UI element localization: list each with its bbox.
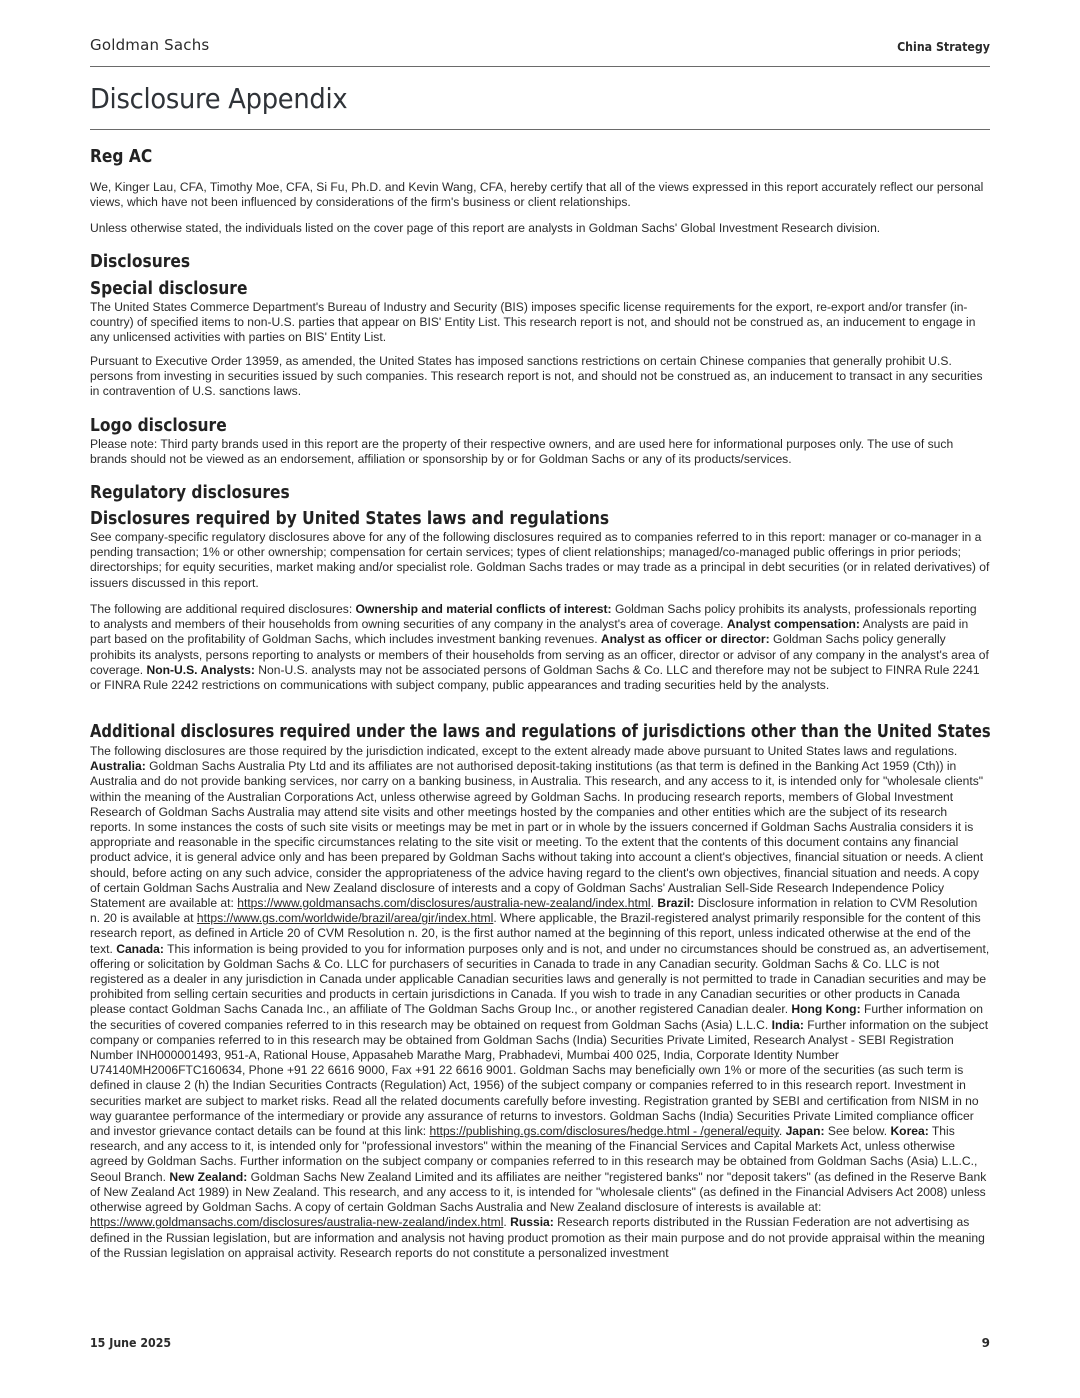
special-disclosure-bis: The United States Commerce Department's Bureau of Industry and Security (BIS) imposes specific license requirements for the export, re-export and/or transfer (in-country) of specified items to non-U.S. parties that appear on BIS' Entity List. This research report is not, and should not be construed as, an inducement to engage in any unlicensed activities with parties on BIS' Entity List.: [90, 300, 976, 345]
page-title: Disclosure Appendix: [90, 82, 348, 115]
us-disclosures-heading: Disclosures required by United States laws and regulations: [90, 508, 610, 529]
footer-page-number: 9: [981, 1336, 990, 1350]
special-disclosure-eo: Pursuant to Executive Order 13959, as amended, the United States has imposed sanctions restrictions on certain Chinese companies that generally prohibit U.S. persons from investing in securities issued by such companies. This research report is not, and should not be construed as, an inducement to transact in any securities in contravention of U.S. sanctions laws.: [90, 354, 983, 399]
special-disclosure-heading: Special disclosure: [90, 278, 248, 299]
page-header: [90, 36, 990, 60]
brazil-disclosure-link[interactable]: https://www.gs.com/worldwide/brazil/area/gir/index.html: [196, 911, 494, 926]
india-disclosure-link[interactable]: https://publishing.gs.com/disclosures/hedge.html - /general/equity: [429, 1124, 779, 1139]
header-divider: [90, 66, 990, 67]
reg-ac-heading: Reg AC: [90, 146, 153, 167]
reg-ac-certification: We, Kinger Lau, CFA, Timothy Moe, CFA, Si Fu, Ph.D. and Kevin Wang, CFA, hereby certify that all of the views expressed in this report accurately reflect our personal views, which have not been influenced by considerations of the firm's business or client relationships.: [90, 180, 984, 210]
other-jurisdictions-text: The following disclosures are those required by the jurisdiction indicated, except to the extent already made above pursuant to United States laws and regulations. Australia: Goldman Sachs Australia Pty Ltd and its affiliates are not authorised deposit-taking institutions (as that term is defined in the Banking Act 1959 (Cth)) in Australia and do not provide banking services, nor carry on a banking business, in Australia. This research, and any access to it, is intended only for "wholesale clients" within the meaning of the Australian Corporations Act, unless otherwise agreed by Goldman Sachs. In producing research reports, members of Global Investment Research of Goldman Sachs Australia may attend site visits and other meetings hosted by the companies and other entities which are the subject of its research reports. In some instances the costs of such site visits or meetings may be met in part or in whole by the issuers concerned if Goldman Sachs Australia considers it is appropriate and reasonable in the specific circumstances relating to the site visit or meeting. To the extent that the contents of this document contains any financial product advice, it is general advice only and has been prepared by Goldman Sachs without taking into account a client's objectives, financial situation or needs. A client should, before acting on any such advice, consider the appropriateness of the advice having regard to the client's own objectives, financial situation and needs. A copy of certain Goldman Sachs Australia and New Zealand disclosure of interests and a copy of Goldman Sachs' Australian Sell-Side Research Independence Policy Statement are available at: https://www.goldmansachs.com/disclosures/australia-new-zealand/index.html. Brazil: Disclosure information in relation to CVM Resolution n. 20 is available at https://www.gs.com/worldwide/brazil/area/gir/index.html. Where applicable, the Brazil-registered analyst primarily responsible for the content of this research report, as defined in Article 20 of CVM Resolution n. 20, is the first author named at the beginning of this report, unless indicated otherwise at the end of the text. Canada: This information is being provided to you for information purposes only and is not, and under no circumstances should be construed as, an advertisement, offering or solicitation by Goldman Sachs & Co. LLC for purchasers of securities in Canada to trade in any Canadian security. Goldman Sachs & Co. LLC is not registered as a dealer in any jurisdiction in Canada under applicable Canadian securities laws and generally is not permitted to trade in Canadian securities and may be prohibited from selling certain securities and products in certain jurisdictions in Canada. If you wish to trade in any Canadian securities or other products in Canada please contact Goldman Sachs Canada Inc., an affiliate of The Goldman Sachs Group Inc., or another registered Canadian dealer. Hong Kong: Further information on the securities of covered companies referred to in this research may be obtained on request from Goldman Sachs (Asia) L.L.C. India: Further information on the subject company or companies referred to in this research may be obtained from Goldman Sachs (India) Securities Private Limited, Research Analyst - SEBI Registration Number INH000001493, 951-A, Rational House, Appasaheb Marathe Marg, Prabhadevi, Mumbai 400 025, India, Corporate Identity Number U74140MH2006FTC160634, Phone +91 22 6616 9000, Fax +91 22 6616 9001. Goldman Sachs may beneficially own 1% or more of the securities (as such term is defined in clause 2 (h) the Indian Securities Contracts (Regulation) Act, 1956) of the subject company or companies referred to in this research report. Investment in securities market are subject to market risks. Read all the related documents carefully before investing. Registration granted by SEBI and certification from NISM in no way guarantee performance of the intermediary or provide any assurance of returns to investors. Goldman Sachs (India) Securities Private Limited compliance officer and investor grievance contact details can be found at this link: https://publishing.gs.com/disclosures/hedge.html - /general/equity. Japan: See below. Korea: This research, and any access to it, is intended only for "professional investors" within the meaning of the Financial Services and Capital Markets Act, unless otherwise agreed by Goldman Sachs. Further information on the subject company or companies referred to in this research may be obtained from Goldman Sachs (Asia) L.L.C., Seoul Branch. New Zealand: Goldman Sachs New Zealand Limited and its affiliates are neither "registered banks" nor "deposit takers" (as defined in the Reserve Bank of New Zealand Act 1989) in New Zealand. This research, and any access to it, is intended for "wholesale clients" (as defined in the Financial Advisers Act 2008) unless otherwise agreed by Goldman Sachs. A copy of certain Goldman Sachs Australia and New Zealand disclosure of interests is available at: https://www.goldmansachs.com/disclosures/australia-new-zealand/index.html. Russia: Research reports distributed in the Russian Federation are not advertising as defined in the Russian legislation, but are information and analysis not having product promotion as their main purpose and do not provide appraisal within the meaning of the Russian legislation on appraisal activity. Research reports do not constitute a personalized investment: [90, 744, 990, 1260]
new-zealand-disclosure-link[interactable]: https://www.goldmansachs.com/disclosures/australia-new-zealand/index.html: [90, 1215, 504, 1230]
logo-disclosure-heading: Logo disclosure: [90, 415, 227, 436]
footer-date: 15 June 2025: [90, 1336, 172, 1350]
header-section: China Strategy: [897, 40, 990, 54]
disclosures-heading: Disclosures: [90, 251, 191, 272]
australia-disclosure-link[interactable]: https://www.goldmansachs.com/disclosures/australia-new-zealand/index.html: [237, 896, 651, 911]
us-additional-disclosures: The following are additional required disclosures: Ownership and material conflicts of interest: Goldman Sachs policy prohibits its analysts, professionals reporting to analysts and members of their households from owning securities of any company in the analyst's area of coverage. Analyst compensation: Analysts are paid in part based on the profitability of Goldman Sachs, which includes investment banking revenues. Analyst as officer or director: Goldman Sachs policy generally prohibits its analysts, persons reporting to analysts or members of their households from serving as an officer, director or advisor of any company in the analyst's area of coverage. Non-U.S. Analysts: Non-U.S. analysts may not be associated persons of Goldman Sachs & Co. LLC and therefore may not be subject to FINRA Rule 2241 or FINRA Rule 2242 restrictions on communications with subject company, public appearances and trading securities held by the analysts.: [90, 602, 989, 693]
document-page: [90, 0, 990, 1398]
us-disclosures-text: See company-specific regulatory disclosures above for any of the following disclosures required as to companies referred to in this report: manager or co-manager in a pending transaction; 1% or other ownership; compensation for certain services; types of client relationships; managed/co-managed public offerings in prior periods; directorships; for equity securities, market making and/or specialist role. Goldman Sachs trades or may trade as a principal in debt securities (or in related derivatives) of issuers discussed in this report.: [90, 530, 990, 590]
reg-ac-analysts-note: Unless otherwise stated, the individuals listed on the cover page of this report are analysts in Goldman Sachs' Global Investment Research division.: [90, 221, 881, 235]
header-brand: Goldman Sachs: [90, 36, 210, 54]
title-divider: [90, 129, 990, 130]
regulatory-disclosures-heading: Regulatory disclosures: [90, 482, 290, 503]
other-jurisdictions-heading: Additional disclosures required under the laws and regulations of jurisdictions other than the United States: [90, 721, 991, 742]
logo-disclosure-text: Please note: Third party brands used in this report are the property of their respective owners, and are used here for informational purposes only. The use of such brands should not be viewed as an endorsement, affiliation or sponsorship by or for Goldman Sachs or any of its products/services.: [90, 437, 954, 467]
